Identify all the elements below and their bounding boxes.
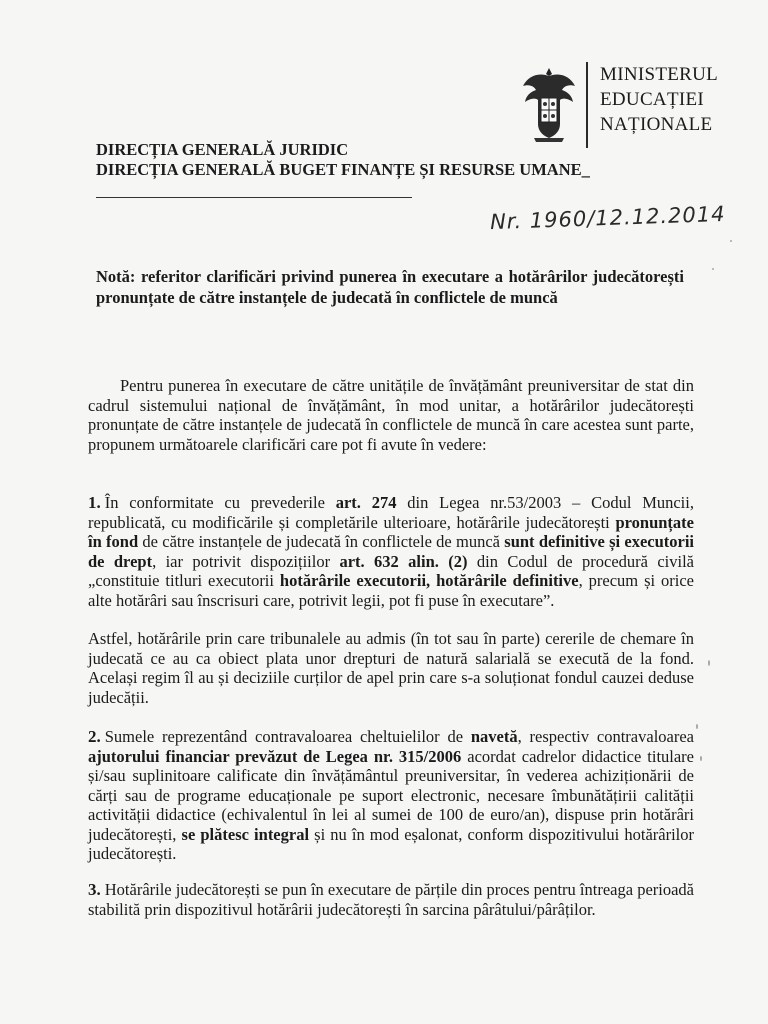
direction-buget: DIRECȚIA GENERALĂ BUGET FINANȚE ȘI RESURSE UMANE_ [96,160,590,179]
text-run: Hotărârile judecătorești se pun în executare de părțile din proces pentru întreaga perioadă stabilită prin dispozitivul hotărârii judecătorești în sarcina pârâtului/pârâților. [88,880,694,919]
point-number: 3. [88,880,101,899]
point-2 [88,727,694,864]
bold-run: pronunțate în fond [88,512,694,551]
text-run: de către instanțele de judecată în conflictele de muncă [138,532,505,551]
direction-juridic: DIRECȚIA GENERALĂ JURIDIC [96,140,349,159]
text-run: , respectiv contravaloarea [517,727,694,746]
scan-speck [708,660,710,666]
bold-run: sunt definitive și executorii de drept [88,532,695,571]
text-run: În conformitate cu prevederile [104,493,336,512]
ministry-line: NAȚIONALE [600,114,713,135]
bold-run: art. 632 alin. (2) [339,551,468,571]
point-1-followup [88,629,694,707]
text-run: din Codul de procedură civilă „constituie titluri executorii [88,551,694,590]
bold-run: navetă [470,727,518,746]
scan-speck [730,240,732,242]
note-title: Notă: referitor clarificări privind punerea în executare a hotărârilor judecătorești pronunțate de către instanțele de judecată în conflictele de muncă [96,267,684,307]
scan-speck [712,268,714,270]
text-run: , iar potrivit dispozițiilor [152,551,340,571]
followup-text: Astfel, hotărârile prin care tribunalele au admis (în tot sau în parte) cererile de chemare în judecată ce au ca obiect plata unor drepturi de natură salarială se execută de la fond. Același regim îl au și deciziile curților de apel prin care s-a soluționat fondul cauzei deduse judecății. [88,629,694,707]
header-divider [586,62,588,148]
point-number: 1. [88,493,101,512]
ministry-line: EDUCAȚIEI [600,89,705,110]
bold-run: hotărârile executorii, hotărârile definitive [279,571,579,590]
ministry-line: MINISTERUL [600,64,719,85]
bold-run: se plătesc integral [181,824,310,844]
point-1 [88,493,694,610]
scan-speck [700,756,702,761]
text-run: acordat cadrelor didactice titulare și/sau suplinitoare calificate din învățământul preuniversitar, în vederea achiziționării de cărți sau de programe educaționale pe suport electronic, necesare îmbunătățirii calității activității didactice (echivalentul în lei al sumei de 100 de euro/an), dispuse prin hotărâri judecătorești, [88,746,694,844]
intro-text: Pentru punerea în executare de către unitățile de învățământ preuniversitar de stat din cadrul sistemului național de învățământ, în mod unitar, a hotărârilor judecătorești pronunțate de către instanțele de judecată în conflictele de muncă în care acestea sunt parte, propunem următoarele clarificări care pot fi avute în vedere: [88,376,694,454]
bold-run: art. 274 [335,493,397,512]
point-number: 2. [88,727,101,746]
bold-run: ajutorului financiar prevăzut de Legea nr. 315/2006 [88,746,462,766]
ministry-name [600,62,718,137]
scan-speck [696,724,698,729]
point-3 [88,880,694,919]
signature-line [96,197,412,198]
text-run: Sumele reprezentând contravaloarea cheltuielilor de [104,727,471,746]
text-run: , precum și orice alte hotărâri sau înscrisuri care, potrivit legii, pot fi puse în executare”. [88,571,694,610]
registration-number: Nr. 1960/12.12.2014 [489,201,726,235]
intro-paragraph [88,376,694,454]
text-run: și nu în mod eșalonat, conform dispozitivului hotărârilor judecătorești. [88,824,695,863]
coat-of-arms-icon [520,64,578,144]
text-run: din Legea nr.53/2003 – Codul Muncii, republicată, cu modificările și completările ulterioare, hotărârile judecătorești [88,493,694,532]
